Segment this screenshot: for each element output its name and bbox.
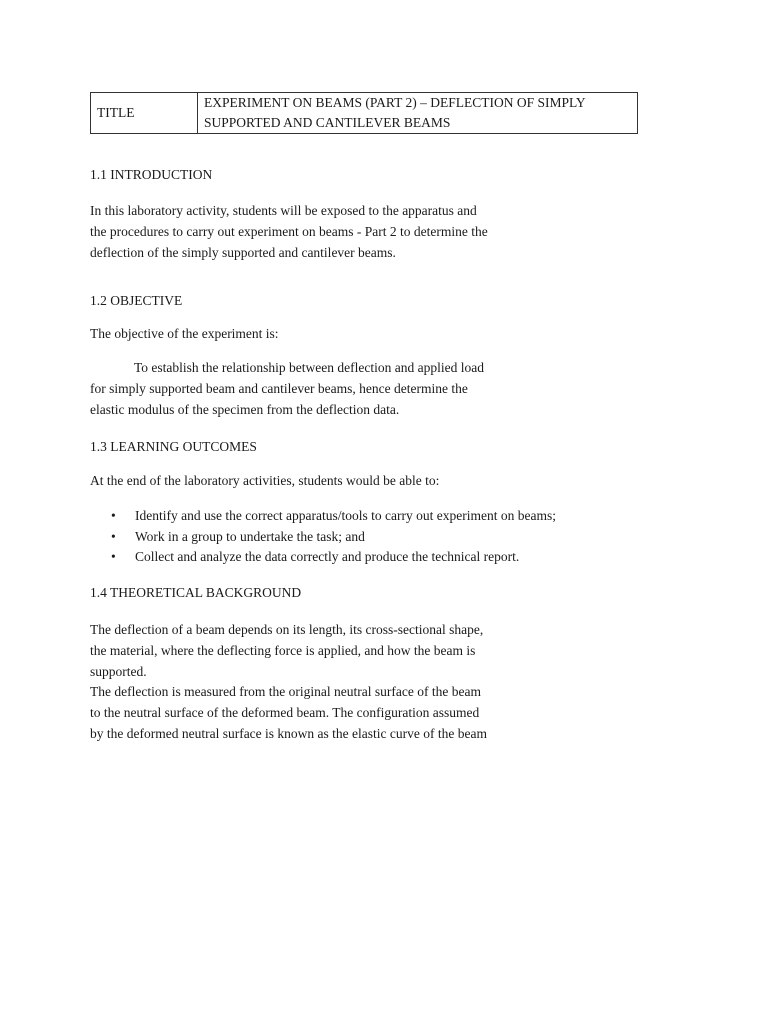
list-item-text: Work in a group to undertake the task; and <box>135 528 365 544</box>
introduction-line: In this laboratory activity, students will be exposed to the apparatus and <box>90 203 477 218</box>
title-value <box>198 93 638 134</box>
objective-intro: The objective of the experiment is: <box>90 326 279 341</box>
introduction-paragraph <box>90 200 560 263</box>
list-item-text: Collect and analyze the data correctly and produce the technical report. <box>135 549 520 564</box>
learning-outcomes-intro: At the end of the laboratory activities, students would be able to: <box>90 473 440 488</box>
theory-line: The deflection of a beam depends on its length, its cross-sectional shape, <box>90 622 484 637</box>
title-value-line-1: EXPERIMENT ON BEAMS (PART 2) – DEFLECTION OF SIMPLY <box>204 95 586 110</box>
bullet-icon: • <box>111 508 116 523</box>
objective-line: for simply supported beam and cantilever beams, hence determine the <box>90 381 468 396</box>
list-item <box>90 506 650 527</box>
bullet-icon: • <box>111 528 116 544</box>
learning-outcomes-list <box>90 506 650 568</box>
objective-paragraph <box>90 357 560 420</box>
title-label: TITLE <box>91 93 198 134</box>
learning-outcomes-heading: 1.3 LEARNING OUTCOMES <box>90 439 257 454</box>
objective-line: To establish the relationship between deflection and applied load <box>134 360 484 375</box>
introduction-line: deflection of the simply supported and cantilever beams. <box>90 245 396 260</box>
list-item <box>90 527 650 548</box>
theory-line: the material, where the deflecting force is applied, and how the beam is <box>90 642 476 658</box>
title-value-line-2: SUPPORTED AND CANTILEVER BEAMS <box>204 115 451 130</box>
theoretical-background-paragraph <box>90 620 570 745</box>
bullet-icon: • <box>111 549 116 564</box>
theory-line: The deflection is measured from the original neutral surface of the beam <box>90 684 481 700</box>
objective-heading: 1.2 OBJECTIVE <box>90 293 183 308</box>
theory-line: to the neutral surface of the deformed beam. The configuration assumed <box>90 705 480 721</box>
introduction-heading: 1.1 INTRODUCTION <box>90 167 213 182</box>
introduction-line: the procedures to carry out experiment on beams - Part 2 to determine the <box>90 224 488 239</box>
objective-line: elastic modulus of the specimen from the deflection data. <box>90 402 400 417</box>
title-table <box>90 92 638 134</box>
theory-line: supported. <box>90 663 147 679</box>
list-item-text: Identify and use the correct apparatus/tools to carry out experiment on beams; <box>135 508 556 523</box>
theoretical-background-heading: 1.4 THEORETICAL BACKGROUND <box>90 585 302 600</box>
list-item <box>90 547 650 568</box>
theory-line: by the deformed neutral surface is known as the elastic curve of the beam <box>90 725 487 741</box>
